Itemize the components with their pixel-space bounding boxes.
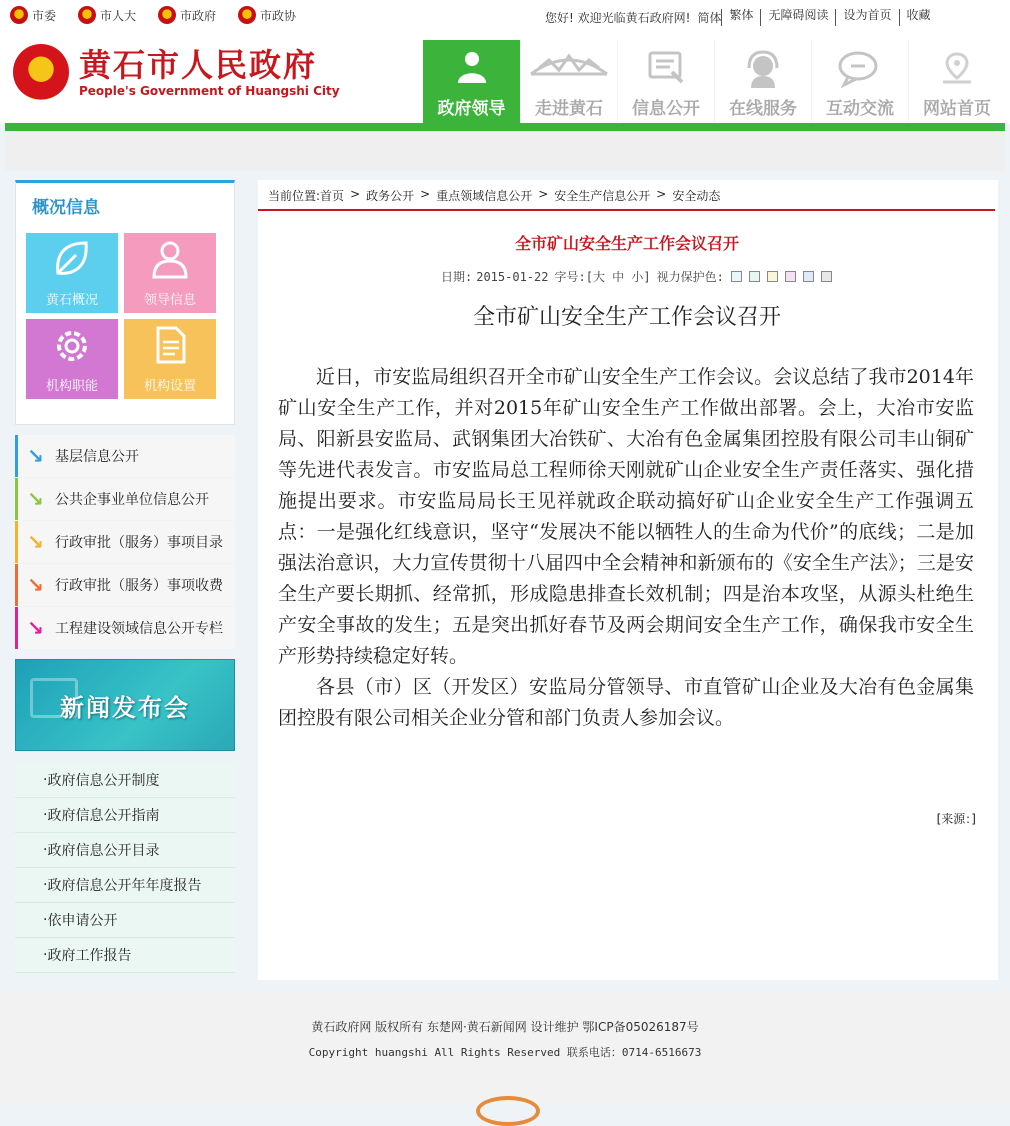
national-emblem-icon (13, 44, 69, 100)
tile-city-overview[interactable]: 黄石概况 (26, 233, 118, 313)
footer-copyright: 黄石政府网 版权所有 东楚网·黄石新闻网 设计维护 鄂ICP备05026187号 (311, 1020, 699, 1034)
gov-badge-icon[interactable] (476, 1096, 540, 1126)
breadcrumb: 当前位置: 首页 > 政务公开 > 重点领域信息公开 > 安全生产信息公开 > 安全动态 (268, 187, 721, 203)
site-title-en: People's Government of Huangshi City (79, 84, 340, 98)
party-emblem-icon (10, 6, 28, 24)
link-apply-disclosure[interactable]: · 依申请公开 (15, 903, 235, 938)
top-left-links (10, 6, 296, 24)
info-item-construction[interactable]: ↘ 工程建设领域信息公开专栏 (15, 607, 235, 649)
link-disclosure-guide[interactable]: · 政府信息公开指南 (15, 798, 235, 833)
link-work-report[interactable]: · 政府工作报告 (15, 938, 235, 973)
main-nav (423, 40, 1005, 124)
article-meta: 日期: 2015-01-22 字号: [大 中 小] 视力保护色: (441, 268, 832, 285)
site-logo[interactable] (13, 44, 340, 100)
nav-tab-info[interactable]: 信息公开 (617, 40, 714, 124)
eye-color-swatch-3[interactable] (767, 271, 778, 282)
bridge-icon (521, 50, 617, 92)
article-panel (258, 180, 998, 980)
crumb-safety-info[interactable]: 安全生产信息公开 (554, 189, 651, 203)
eye-color-swatch-5[interactable] (803, 271, 814, 282)
arrow-down-right-icon: ↘ (27, 487, 44, 511)
overview-panel (15, 180, 235, 425)
article-body (278, 362, 974, 734)
chat-icon (812, 50, 908, 92)
top-right-links (545, 9, 938, 26)
person-icon (124, 239, 216, 292)
person-icon (423, 50, 520, 92)
font-size-switcher[interactable]: [大 中 小] (585, 270, 651, 284)
nav-tab-home[interactable]: 网站首页 (908, 40, 1005, 124)
footer-contact: Copyright huangshi All Rights Reserved 联系电话：0714-6516673 (308, 1046, 702, 1059)
arrow-down-right-icon: ↘ (27, 616, 44, 640)
eye-color-swatch-4[interactable] (785, 271, 796, 282)
arrow-down-right-icon: ↘ (27, 530, 44, 554)
crumb-home[interactable]: 首页 (320, 189, 345, 203)
nav-tab-interact[interactable]: 互动交流 (811, 40, 908, 124)
tile-org-structure[interactable]: 机构设置 (124, 319, 216, 399)
link-traditional[interactable]: 繁体 (721, 9, 760, 26)
link-set-homepage[interactable]: 设为首页 (835, 9, 898, 26)
gov-info-links (15, 763, 235, 973)
link-disclosure-system[interactable]: · 政府信息公开制度 (15, 763, 235, 798)
subnav-bar (5, 131, 1005, 171)
national-emblem-icon (158, 6, 176, 24)
breadcrumb-divider (258, 209, 995, 211)
link-accessibility[interactable]: 无障碍阅读 (760, 9, 835, 26)
site-title-cn: 黄石市人民政府 (79, 46, 318, 84)
leaf-icon (26, 239, 118, 292)
crumb-gov-affairs[interactable]: 政务公开 (366, 189, 415, 203)
link-renda[interactable]: 市人大 (78, 6, 136, 24)
link-disclosure-catalog[interactable]: · 政府信息公开目录 (15, 833, 235, 868)
tile-org-functions[interactable]: 机构职能 (26, 319, 118, 399)
nav-tab-leaders[interactable]: 政府领导 (423, 40, 520, 124)
arrow-down-right-icon: ↘ (27, 573, 44, 597)
link-annual-report[interactable]: · 政府信息公开年年度报告 (15, 868, 235, 903)
crumb-key-areas[interactable]: 重点领域信息公开 (436, 189, 533, 203)
site-footer (0, 993, 1010, 1103)
cppcc-emblem-icon (238, 6, 256, 24)
headset-icon (715, 50, 811, 92)
arrow-down-right-icon: ↘ (27, 444, 44, 468)
nav-tab-about[interactable]: 走进黄石 (520, 40, 617, 124)
gear-icon (26, 325, 118, 380)
article-paragraph: 各县（市）区（开发区）安监局分管领导、市直管矿山企业及大冶有色金属集团控股有限公司相关企业分管和部门负责人参加会议。 (278, 676, 974, 729)
article-source: [来源：] (936, 812, 976, 826)
eye-color-swatch-1[interactable] (731, 271, 742, 282)
info-disclosure-list (15, 435, 235, 649)
link-zhengfu[interactable]: 市政府 (158, 6, 216, 24)
crumb-safety-news[interactable]: 安全动态 (672, 189, 721, 203)
overview-title: 概况信息 (32, 198, 100, 218)
link-shiwei[interactable]: 市委 (10, 6, 56, 24)
link-zhengxie[interactable]: 市政协 (238, 6, 296, 24)
sidebar (15, 180, 235, 973)
link-simplified[interactable]: 简体 (697, 11, 722, 25)
article-paragraph: 近日，市安监局组织召开全市矿山安全生产工作会议。会议总结了我市2014年矿山安全生产工作，并对2015年矿山安全生产工作做出部署。会上，大冶市安监局、阳新县安监局、武钢集团大冶铁矿、大冶有色金属集团控股有限公司丰山铜矿等先进代表发言。市安监局总工程师徐天刚就矿山企业安全生产责任落实、强化措施提出要求。市安监局局长王见祥就政企联动搞好矿山企业安全生产工作强调五点：一是强化红线意识，坚守“发展决不能以牺牲人的生命为代价”的底线；二是加强法治意识，大力宣传贯彻十八届四中全会精神和新颁布的《安全生产法》；三是安全生产要长期抓、经常抓，形成隐患排查长效机制；四是治本攻坚，从源头杜绝生产安全事故的发生；五是突出抓好春节及两会期间安全生产工作，确保我市安全生产形势持续稳定好转。 (278, 366, 974, 667)
link-bookmark[interactable]: 收藏 (899, 9, 938, 26)
article-date: 2015-01-22 (476, 269, 549, 284)
info-item-public-enterprises[interactable]: ↘ 公共企事业单位信息公开 (15, 478, 235, 520)
info-item-approval-fees[interactable]: ↘ 行政审批（服务）事项收费 (15, 564, 235, 606)
article-title: 全市矿山安全生产工作会议召开 (514, 234, 739, 253)
info-item-approval-catalog[interactable]: ↘ 行政审批（服务）事项目录 (15, 521, 235, 563)
welcome-text: 您好! 欢迎光临黄石政府网! (545, 11, 691, 25)
info-item-grassroots[interactable]: ↘ 基层信息公开 (15, 435, 235, 477)
location-icon (909, 50, 1005, 92)
top-bar (0, 0, 1010, 36)
eye-color-swatch-6[interactable] (821, 271, 832, 282)
press-conference-banner[interactable]: 新闻发布会 (15, 659, 235, 751)
national-emblem-icon (78, 6, 96, 24)
article-heading: 全市矿山安全生产工作会议召开 (472, 305, 781, 330)
site-header (0, 36, 1010, 124)
document-icon (124, 325, 216, 378)
document-icon (618, 50, 714, 92)
nav-tab-service[interactable]: 在线服务 (714, 40, 811, 124)
tile-leader-info[interactable]: 领导信息 (124, 233, 216, 313)
eye-color-swatch-2[interactable] (749, 271, 760, 282)
header-divider (5, 123, 1005, 131)
